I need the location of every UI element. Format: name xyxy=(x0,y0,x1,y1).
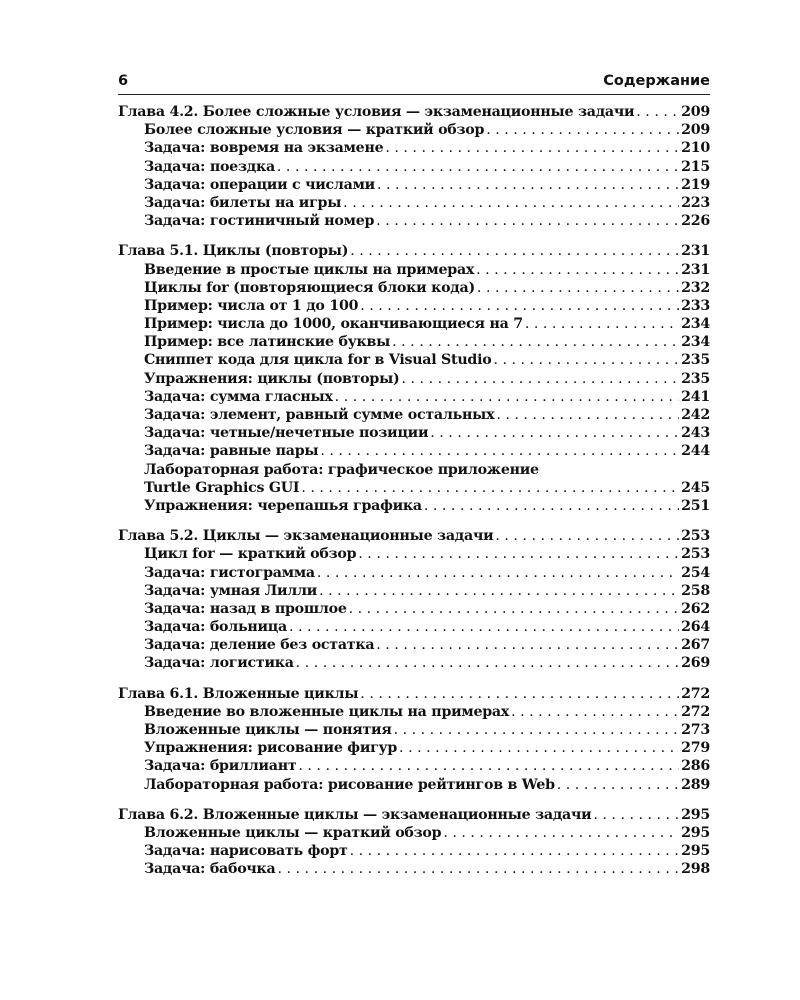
section-entry-title: Задача: вовремя на экзамене xyxy=(144,140,384,157)
chapter-entry-title: Глава 6.1. Вложенные циклы xyxy=(118,685,359,702)
dot-leader xyxy=(301,479,679,497)
section-entry-page: 242 xyxy=(681,407,710,423)
section-entry-title: Циклы for (повторяющиеся блоки кода) xyxy=(144,279,475,296)
dot-leader xyxy=(402,370,680,388)
section-entry-title: Упражнения: циклы (повторы) xyxy=(144,370,400,387)
section-entry-title: Задача: бабочка xyxy=(144,861,276,878)
section-entry-page: 267 xyxy=(681,637,710,654)
section-entry-title: Задача: сумма гласных xyxy=(144,388,333,405)
section-entry[interactable] xyxy=(118,545,710,563)
section-entry-continuation-line[interactable] xyxy=(118,479,710,497)
section-entry[interactable] xyxy=(118,297,710,315)
section-entry-title: Задача: нарисовать форт xyxy=(144,843,348,860)
dot-leader xyxy=(525,315,679,333)
section-entry-title: Упражнения: рисование фигур xyxy=(144,740,398,757)
chapter-entry-title: Глава 4.2. Более сложные условия — экзаменационные задачи xyxy=(118,104,635,120)
section-entry-title: Вложенные циклы — краткий обзор xyxy=(144,824,442,841)
running-title: Содержание xyxy=(603,73,710,89)
dot-leader xyxy=(385,139,679,157)
dot-leader xyxy=(493,351,679,369)
section-entry[interactable] xyxy=(118,461,710,479)
section-entry[interactable] xyxy=(118,721,710,739)
section-entry-page: 272 xyxy=(681,703,710,720)
section-entry-page: 298 xyxy=(681,861,710,878)
dot-leader xyxy=(495,527,679,545)
section-entry-page: 243 xyxy=(681,425,710,442)
dot-leader xyxy=(593,806,679,824)
section-entry-page: 258 xyxy=(681,582,710,599)
dot-leader xyxy=(557,776,679,794)
section-entry-page: 251 xyxy=(681,497,710,514)
dot-leader xyxy=(476,261,679,279)
chapter-entry[interactable] xyxy=(118,685,710,703)
dot-leader xyxy=(443,824,679,842)
section-entry[interactable] xyxy=(118,582,710,600)
section-entry[interactable] xyxy=(118,636,710,654)
chapter-entry-page: 272 xyxy=(681,685,710,702)
section-entry-page: 209 xyxy=(681,122,710,139)
section-entry-title: Более сложные условия — краткий обзор xyxy=(144,122,485,139)
section-entry-page: 262 xyxy=(681,600,710,617)
section-entry[interactable] xyxy=(118,194,710,212)
dot-leader xyxy=(360,297,679,315)
dot-leader xyxy=(350,242,679,260)
section-entry[interactable] xyxy=(118,406,710,424)
section-entry-title: Пример: числа до 1000, оканчивающиеся на 7 xyxy=(144,316,523,333)
section-entry-title: Пример: числа от 1 до 100 xyxy=(144,297,359,314)
page-number: 6 xyxy=(118,73,129,89)
section-entry[interactable] xyxy=(118,442,710,460)
section-entry-title: Пример: все латинские буквы xyxy=(144,334,391,351)
dot-leader xyxy=(394,721,680,739)
dot-leader xyxy=(350,842,680,860)
section-entry-page: 235 xyxy=(681,370,710,387)
section-entry[interactable] xyxy=(118,158,710,176)
section-entry-page: 264 xyxy=(681,619,710,636)
section-entry[interactable] xyxy=(118,279,710,297)
dot-leader xyxy=(477,279,679,297)
section-entry-page: 215 xyxy=(681,158,710,175)
chapter-entry-title: Глава 5.2. Циклы — экзаменационные задачи xyxy=(118,528,494,545)
dot-leader xyxy=(377,176,679,194)
dot-leader xyxy=(277,158,679,176)
section-entry-page: 231 xyxy=(681,261,710,278)
section-entry-title: Задача: гостиничный номер xyxy=(144,213,375,230)
section-entry-title: Лабораторная работа: графическое приложение xyxy=(144,461,539,478)
section-entry[interactable] xyxy=(118,703,710,721)
chapter-entry-page: 231 xyxy=(681,243,710,260)
section-entry-page: 241 xyxy=(681,388,710,405)
toc-chapter xyxy=(118,527,710,673)
dot-leader xyxy=(289,618,679,636)
table-of-contents xyxy=(118,103,710,891)
section-entry-page: 279 xyxy=(681,740,710,757)
chapter-entry[interactable] xyxy=(118,242,710,260)
section-entry-title: Сниппет кода для цикла for в Visual Studio xyxy=(144,352,492,369)
toc-chapter xyxy=(118,685,710,794)
dot-leader xyxy=(296,654,679,672)
dot-leader xyxy=(636,103,679,121)
dot-leader xyxy=(486,121,679,139)
section-entry-title: Задача: умная Лилли xyxy=(144,582,318,599)
section-entry-title: Цикл for — краткий обзор xyxy=(144,546,357,563)
section-entry-page: 254 xyxy=(681,564,710,581)
dot-leader xyxy=(349,600,680,618)
section-entry[interactable] xyxy=(118,776,710,794)
dot-leader xyxy=(424,497,679,515)
dot-leader xyxy=(298,757,679,775)
section-entry[interactable] xyxy=(118,497,710,515)
section-entry-title: Лабораторная работа: рисование рейтингов в Web xyxy=(144,776,555,793)
chapter-entry-title: Глава 5.1. Циклы (повторы) xyxy=(118,243,349,260)
section-entry[interactable] xyxy=(118,618,710,636)
chapter-entry[interactable] xyxy=(118,527,710,545)
section-entry-title: Задача: назад в прошлое xyxy=(144,600,347,617)
section-entry[interactable] xyxy=(118,370,710,388)
chapter-entry-page: 295 xyxy=(681,806,710,823)
section-entry-title: Задача: больница xyxy=(144,619,287,636)
section-entry-title: Задача: элемент, равный сумме остальных xyxy=(144,407,495,423)
section-entry-title: Упражнения: черепашья графика xyxy=(144,497,422,514)
section-entry[interactable] xyxy=(118,121,710,139)
chapter-entry-page: 209 xyxy=(681,104,710,120)
dot-leader xyxy=(277,860,679,878)
section-entry[interactable] xyxy=(118,212,710,230)
toc-chapter xyxy=(118,103,710,230)
dot-leader xyxy=(511,703,679,721)
section-entry-page: 273 xyxy=(681,722,710,738)
section-entry[interactable] xyxy=(118,654,710,672)
section-entry[interactable] xyxy=(118,315,710,333)
section-entry[interactable] xyxy=(118,860,710,878)
section-entry-page: 232 xyxy=(681,279,710,296)
section-entry[interactable] xyxy=(118,600,710,618)
section-entry[interactable] xyxy=(118,388,710,406)
dot-leader xyxy=(319,582,679,600)
section-entry[interactable] xyxy=(118,757,710,775)
section-entry-page: 245 xyxy=(681,479,710,496)
section-entry[interactable] xyxy=(118,351,710,369)
dot-leader xyxy=(360,685,679,703)
section-entry-page: 269 xyxy=(681,655,710,672)
toc-chapter xyxy=(118,242,710,515)
section-entry-title: Задача: деление без остатка xyxy=(144,637,375,654)
dot-leader xyxy=(320,442,679,460)
dot-leader xyxy=(399,739,679,757)
section-entry-page: 226 xyxy=(681,213,710,230)
section-entry-title: Введение в простые циклы на примерах xyxy=(144,261,475,278)
dot-leader xyxy=(392,333,679,351)
section-entry[interactable] xyxy=(118,333,710,351)
dot-leader xyxy=(376,212,679,230)
section-entry[interactable] xyxy=(118,824,710,842)
section-entry-title: Задача: билеты на игры xyxy=(144,194,342,211)
section-entry[interactable] xyxy=(118,139,710,157)
section-entry-title: Задача: операции с числами xyxy=(144,176,375,193)
dot-leader xyxy=(496,406,679,424)
section-entry-title: Задача: четные/нечетные позиции xyxy=(144,425,429,442)
section-entry[interactable] xyxy=(118,176,710,194)
section-entry[interactable] xyxy=(118,564,710,582)
section-entry-page: 234 xyxy=(681,316,710,333)
section-entry-page: 210 xyxy=(681,140,710,157)
chapter-entry-title: Глава 6.2. Вложенные циклы — экзаменационные задачи xyxy=(118,806,592,823)
toc-chapter xyxy=(118,806,710,879)
chapter-entry[interactable] xyxy=(118,806,710,824)
section-entry-title: Задача: равные пары xyxy=(144,443,319,460)
section-entry-title: Вложенные циклы — понятия xyxy=(144,722,392,738)
section-entry-page: 244 xyxy=(681,443,710,460)
dot-leader xyxy=(376,636,679,654)
section-entry-title: Задача: бриллиант xyxy=(144,758,297,775)
section-entry-continuation: Turtle Graphics GUI xyxy=(144,479,300,496)
section-entry-page: 234 xyxy=(681,334,710,351)
chapter-entry[interactable] xyxy=(118,103,710,121)
section-entry-title: Введение во вложенные циклы на примерах xyxy=(144,703,510,720)
section-entry-page: 295 xyxy=(681,843,710,860)
section-entry-page: 219 xyxy=(681,176,710,193)
section-entry[interactable] xyxy=(118,261,710,279)
section-entry-title: Задача: гистограмма xyxy=(144,564,315,581)
section-entry[interactable] xyxy=(118,842,710,860)
section-entry[interactable] xyxy=(118,739,710,757)
section-entry-page: 295 xyxy=(681,824,710,841)
dot-leader xyxy=(335,388,679,406)
section-entry-page: 233 xyxy=(681,297,710,314)
section-entry[interactable] xyxy=(118,424,710,442)
section-entry-page: 223 xyxy=(681,194,710,211)
dot-leader xyxy=(343,194,679,212)
section-entry-page: 235 xyxy=(681,352,710,369)
page-header xyxy=(118,70,710,95)
section-entry-page: 289 xyxy=(681,776,710,793)
dot-leader xyxy=(317,564,679,582)
chapter-entry-page: 253 xyxy=(681,528,710,545)
section-entry-title: Задача: поездка xyxy=(144,158,275,175)
section-entry-page: 253 xyxy=(681,546,710,563)
dot-leader xyxy=(430,424,679,442)
section-entry-title: Задача: логистика xyxy=(144,655,294,672)
dot-leader xyxy=(358,545,679,563)
section-entry-page: 286 xyxy=(681,758,710,775)
